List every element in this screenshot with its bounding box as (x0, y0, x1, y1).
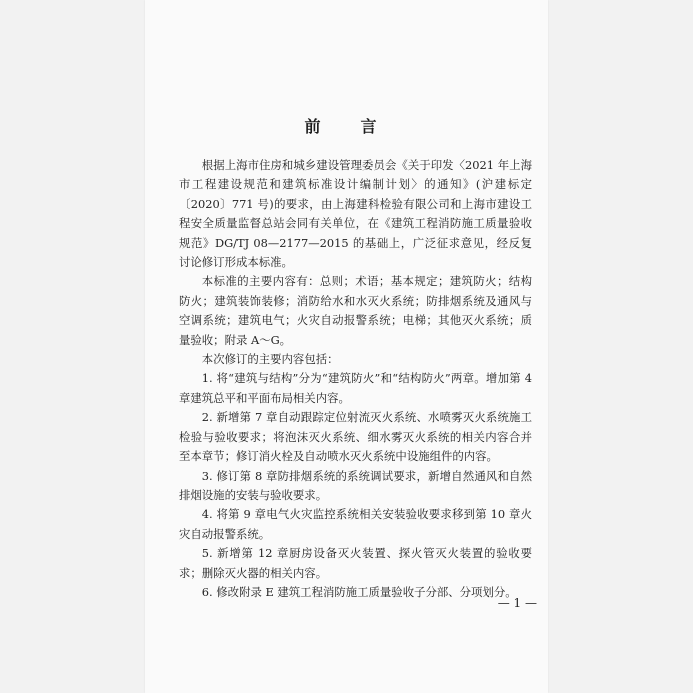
revision-item-2: 2. 新增第 7 章自动跟踪定位射流灭火系统、水喷雾灭火系统施工检验与验收要求；将泡沫灭火系统、细水雾灭火系统的相关内容合并至本章节；修订消火栓及自动喷水灭火系统中设施组件的内容。 (179, 410, 532, 464)
document-body (179, 156, 532, 602)
page-title: 前 言 (304, 117, 389, 136)
revision-item-6: 6. 修改附录 E 建筑工程消防施工质量验收子分部、分项划分。 (201, 584, 517, 599)
page-number: — 1 — (497, 596, 537, 610)
paragraph-basis: 根据上海市住房和城乡建设管理委员会《关于印发〈2021 年上海市工程建设规范和建筑标准设计编制计划〉的通知》(沪建标定〔2020〕771 号)的要求，由上海建科检验有限公司和上海市建设工程安全质量监督总站会同有关单位，在《建筑工程消防施工质量验收规范》DG/TJ 08—2177—2015 的基础上，广泛征求意见，经反复讨论修订形成本标准。 (179, 158, 532, 270)
revision-item-1: 1. 将“建筑与结构”分为“建筑防火”和“结构防火”两章。增加第 4 章建筑总平和平面布局相关内容。 (179, 371, 532, 405)
document-page (145, 0, 548, 693)
paragraph-contents: 本标准的主要内容有：总则；术语；基本规定；建筑防火；结构防火；建筑装饰装修；消防给水和水灭火系统；防排烟系统及通风与空调系统；建筑电气；火灾自动报警系统；电梯；其他灭火系统；质量验收；附录 A～G。 (179, 274, 532, 347)
revision-item-5: 5. 新增第 12 章厨房设备灭火装置、探火管灭火装置的验收要求；删除灭火器的相关内容。 (179, 546, 532, 580)
paragraph-revision-intro: 本次修订的主要内容包括： (201, 352, 339, 367)
revision-item-4: 4. 将第 9 章电气火灾监控系统相关安装验收要求移到第 10 章火灾自动报警系统。 (179, 507, 532, 541)
revision-item-3: 3. 修订第 8 章防排烟系统的系统调试要求，新增自然通风和自然排烟设施的安装与验收要求。 (179, 468, 532, 502)
